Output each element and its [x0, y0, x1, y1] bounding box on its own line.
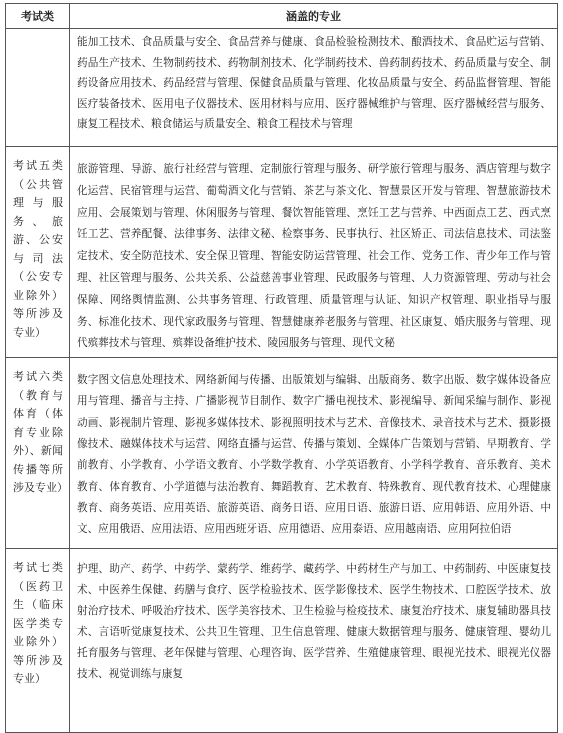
exam-category-cell: 考试七类（医药卫生（临床医学类专业除外）等所涉及专业）: [6, 549, 70, 733]
table-row: [6, 358, 558, 549]
majors-table: [5, 3, 558, 733]
exam-category-cell: 考试六类（教育与体育（体育专业除外）、新闻传播等所涉及专业）: [6, 358, 70, 549]
majors-cell: 数字图文信息处理技术、网络新闻与传播、出版策划与编辑、出版商务、数字出版、数字媒体设备应用与管理、播音与主持、广播影视节目制作、数字广播电视技术、影视编导、新闻采编与制作、影视动画、影视制片管理、影视多媒体技术、影视照明技术与艺术、音像技术、录音技术与艺术、摄影摄像技术、融媒体技术与运营、网络直播与运营、传播与策划、全媒体广告策划与营销、早期教育、学前教育、小学教育、小学语文教育、小学数学教育、小学英语教育、小学科学教育、音乐教育、美术教育、体育教育、小学道德与法治教育、舞蹈教育、艺术教育、特殊教育、现代教育技术、心理健康教育、商务英语、应用英语、旅游英语、商务日语、应用日语、旅游日语、应用韩语、应用外语、中文、应用俄语、应用法语、应用西班牙语、应用德语、应用泰语、应用越南语、应用阿拉伯语: [70, 358, 558, 549]
table-row: [6, 147, 558, 358]
majors-cell: 旅游管理、导游、旅行社经营与管理、定制旅行管理与服务、研学旅行管理与服务、酒店管理与数字化运营、民宿管理与运营、葡萄酒文化与营销、茶艺与茶文化、智慧景区开发与管理、智慧旅游技术应用、会展策划与管理、休闲服务与管理、餐饮智能管理、烹饪工艺与营养、中西面点工艺、西式烹饪工艺、营养配餐、法律事务、法律文秘、检察事务、民事执行、社区矫正、司法信息技术、司法鉴定技术、安全防范技术、安全保卫管理、智能安防运营管理、社会工作、党务工作、青少年工作与管理、社区管理与服务、公共关系、公益慈善事业管理、民政服务与管理、人力资源管理、劳动与社会保障、网络舆情监测、公共事务管理、行政管理、质量管理与认证、知识产权管理、职业指导与服务、标准化技术、现代家政服务与管理、智慧健康养老服务与管理、社区康复、婚庆服务与管理、现代殡葬技术与管理、殡葬设备维护技术、陵园服务与管理、现代文秘: [70, 147, 558, 358]
header-exam-category: 考试类: [6, 4, 70, 29]
majors-cell: 护理、助产、药学、中药学、蒙药学、维药学、藏药学、中药材生产与加工、中药制药、中医康复技术、中医养生保健、药膳与食疗、医学检验技术、医学影像技术、医学生物技术、口腔医学技术、放射治疗技术、呼吸治疗技术、医学美容技术、卫生检验与检疫技术、康复治疗技术、康复辅助器具技术、言语听觉康复技术、公共卫生管理、卫生信息管理、健康大数据管理与服务、健康管理、婴幼儿托育服务与管理、老年保健与管理、心理咨询、医学营养、生殖健康管理、眼视光技术、眼视光仪器技术、视觉训练与康复: [70, 549, 558, 733]
majors-cell: 能加工技术、食品质量与安全、食品营养与健康、食品检验检测技术、酿酒技术、食品贮运与营销、药品生产技术、生物制药技术、药物制剂技术、化学制药技术、兽药制药技术、药品质量与安全、制药设备应用技术、药品经营与管理、保健食品质量与管理、化妆品质量与安全、药品监督管理、智能医疗装备技术、医用电子仪器技术、医用材料与应用、医疗器械维护与管理、医疗器械经营与服务、康复工程技术、粮食储运与质量安全、粮食工程技术与管理: [70, 29, 558, 147]
table-row: [6, 29, 558, 147]
exam-category-cell: 考试五类（公共管理与服务、旅游、公安与司法（公安专业除外）等所涉及专业）: [6, 147, 70, 358]
exam-category-cell: [6, 29, 70, 147]
header-majors: 涵盖的专业: [70, 4, 558, 29]
table-header-row: [6, 4, 558, 29]
table-row: [6, 549, 558, 733]
